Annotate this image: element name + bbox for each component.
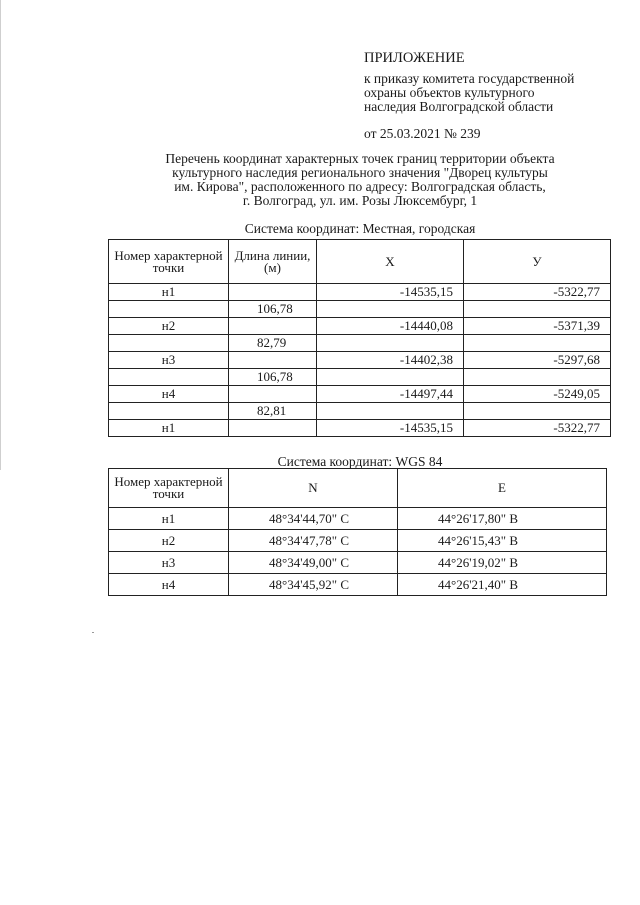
appendix-line: наследия Волгоградской области bbox=[364, 99, 554, 114]
cell-latitude: 48°34'47,78" С bbox=[229, 530, 398, 552]
local-table-caption: Система координат: Местная, городская bbox=[244, 221, 476, 236]
table-row bbox=[109, 369, 611, 386]
cell-length: 106,78 bbox=[229, 301, 317, 318]
appendix-reference bbox=[364, 72, 608, 114]
cell-y: -5322,77 bbox=[464, 420, 611, 437]
cell-latitude: 48°34'44,70" С bbox=[229, 508, 398, 530]
cell-x: -14535,15 bbox=[317, 284, 464, 301]
cell-y bbox=[464, 301, 611, 318]
cell-length: 82,79 bbox=[229, 335, 317, 352]
cell-point bbox=[109, 301, 229, 318]
cell-x: -14535,15 bbox=[317, 420, 464, 437]
cell-point: н2 bbox=[109, 318, 229, 335]
cell-y bbox=[464, 403, 611, 420]
cell-length bbox=[229, 420, 317, 437]
table-header-row bbox=[109, 240, 611, 284]
header-length: Длина линии, (м) bbox=[229, 240, 317, 284]
cell-point bbox=[109, 369, 229, 386]
table-row bbox=[109, 352, 611, 369]
cell-longitude: 44°26'17,80" В bbox=[398, 508, 607, 530]
wgs-table-caption: Система координат: WGS 84 bbox=[277, 454, 443, 469]
cell-longitude: 44°26'15,43" В bbox=[398, 530, 607, 552]
cell-y: -5371,39 bbox=[464, 318, 611, 335]
cell-x: -14440,08 bbox=[317, 318, 464, 335]
title-line: г. Волгоград, ул. им. Розы Люксембург, 1 bbox=[242, 193, 478, 208]
cell-y: -5297,68 bbox=[464, 352, 611, 369]
cell-y: -5322,77 bbox=[464, 284, 611, 301]
local-coordinates-table bbox=[108, 239, 611, 437]
header-y: У bbox=[464, 240, 611, 284]
title-line: Перечень координат характерных точек границ территории объекта bbox=[165, 151, 555, 166]
order-date: от 25.03.2021 № 239 bbox=[364, 126, 481, 141]
cell-length bbox=[229, 352, 317, 369]
table-row bbox=[109, 508, 607, 530]
table-row bbox=[109, 318, 611, 335]
cell-y: -5249,05 bbox=[464, 386, 611, 403]
cell-point: н1 bbox=[109, 508, 229, 530]
cell-point: н4 bbox=[109, 574, 229, 596]
cell-x bbox=[317, 403, 464, 420]
title-line: культурного наследия регионального значения "Дворец культуры bbox=[172, 165, 548, 180]
document-title bbox=[110, 152, 610, 208]
table-row bbox=[109, 335, 611, 352]
appendix-line: охраны объектов культурного bbox=[364, 85, 535, 100]
cell-point bbox=[109, 335, 229, 352]
cell-x bbox=[317, 301, 464, 318]
cell-latitude: 48°34'49,00" С bbox=[229, 552, 398, 574]
appendix-title: ПРИЛОЖЕНИЕ bbox=[364, 50, 465, 66]
header-n: N bbox=[229, 469, 398, 508]
header-point: Номер характерной точки bbox=[109, 240, 229, 284]
cell-length bbox=[229, 284, 317, 301]
table-row bbox=[109, 284, 611, 301]
cell-point: н1 bbox=[109, 420, 229, 437]
appendix-line: к приказу комитета государственной bbox=[364, 71, 575, 86]
cell-point: н1 bbox=[109, 284, 229, 301]
table-row bbox=[109, 574, 607, 596]
title-line: им. Кирова", расположенного по адресу: Волгоградская область, bbox=[174, 179, 546, 194]
cell-x bbox=[317, 335, 464, 352]
cell-y bbox=[464, 335, 611, 352]
cell-longitude: 44°26'19,02" В bbox=[398, 552, 607, 574]
cell-length bbox=[229, 386, 317, 403]
cell-point: н2 bbox=[109, 530, 229, 552]
cell-length: 82,81 bbox=[229, 403, 317, 420]
scan-speck bbox=[92, 632, 94, 633]
cell-point: н4 bbox=[109, 386, 229, 403]
cell-length bbox=[229, 318, 317, 335]
cell-x bbox=[317, 369, 464, 386]
scan-edge-line bbox=[0, 0, 1, 470]
table-row bbox=[109, 301, 611, 318]
wgs84-coordinates-table bbox=[108, 468, 607, 596]
cell-point: н3 bbox=[109, 352, 229, 369]
table-row bbox=[109, 530, 607, 552]
table-row bbox=[109, 386, 611, 403]
cell-latitude: 48°34'45,92" С bbox=[229, 574, 398, 596]
table-row bbox=[109, 552, 607, 574]
table-header-row bbox=[109, 469, 607, 508]
header-x: X bbox=[317, 240, 464, 284]
cell-length: 106,78 bbox=[229, 369, 317, 386]
cell-longitude: 44°26'21,40" В bbox=[398, 574, 607, 596]
table-row bbox=[109, 420, 611, 437]
cell-y bbox=[464, 369, 611, 386]
header-e: E bbox=[398, 469, 607, 508]
cell-point: н3 bbox=[109, 552, 229, 574]
cell-x: -14402,38 bbox=[317, 352, 464, 369]
table-row bbox=[109, 403, 611, 420]
cell-x: -14497,44 bbox=[317, 386, 464, 403]
header-point: Номер характерной точки bbox=[109, 469, 229, 508]
cell-point bbox=[109, 403, 229, 420]
